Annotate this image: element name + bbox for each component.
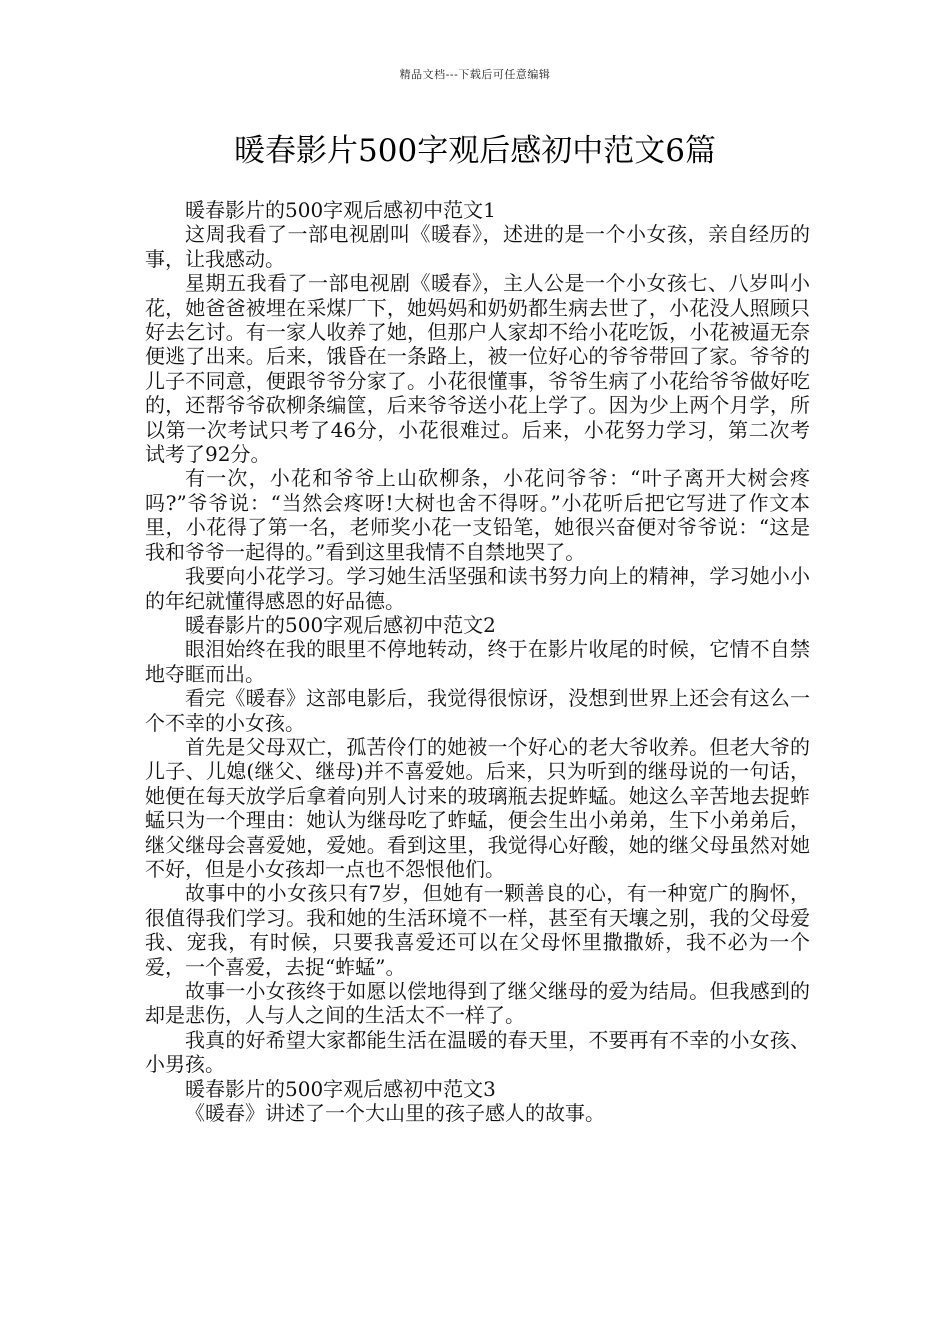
section-heading-2: 暖春影片的500字观后感初中范文2 bbox=[185, 612, 496, 637]
header-note: 精品文档---下载后可任意编辑 bbox=[399, 68, 551, 81]
page-title: 暖春影片500字观后感初中范文6篇 bbox=[234, 133, 716, 169]
body-paragraph: 眼泪始终在我的眼里不停地转动，终于在影片收尾的时候，它情不自禁地夺眶而出。 bbox=[145, 637, 810, 686]
body-paragraph: 我要向小花学习。学习她生活坚强和读书努力向上的精神，学习她小小的年纪就懂得感恩的好品德。 bbox=[145, 564, 810, 613]
body-paragraph: 《暖春》讲述了一个大山里的孩子感人的故事。 bbox=[185, 1101, 605, 1126]
section-heading-1: 暖春影片的500字观后感初中范文1 bbox=[185, 198, 496, 222]
document-body bbox=[145, 198, 810, 1125]
section-heading-3: 暖春影片的500字观后感初中范文3 bbox=[185, 1076, 496, 1101]
body-paragraph: 这周我看了一部电视剧叫《暖春》，述进的是一个小女孩，亲自经历的事，让我感动。 bbox=[145, 222, 810, 271]
body-paragraph: 我真的好希望大家都能生活在温暖的春天里，不要再有不幸的小女孩、小男孩。 bbox=[145, 1027, 810, 1077]
body-paragraph: 首先是父母双亡，孤苦伶仃的她被一个好心的老大爷收养。但老大爷的儿子、儿媳(继父、继母)并不喜爱她。后来，只为听到的继母说的一句话，她便在每天放学后拿着向别人讨来的玻璃瓶去捉蚱蜢。她这么辛苦地去捉蚱蜢只为一个理由：她认为继母吃了蚱蜢，便会生出小弟弟，生下小弟弟后，继父继母会喜爱她，爱她。看到这里，我觉得心好酸，她的继父母虽然对她不好，但是小女孩却一点也不怨恨他们。 bbox=[145, 734, 810, 881]
body-paragraph: 故事中的小女孩只有7岁，但她有一颗善良的心，有一种宽广的胸怀，很值得我们学习。我和她的生活环境不一样，甚至有天壤之别，我的父母爱我、宠我，有时候，只要我喜爱还可以在父母怀里撒撒娇，我不必为一个爱，一个喜爱，去捉“蚱蜢”。 bbox=[145, 881, 810, 979]
body-paragraph: 看完《暖春》这部电影后，我觉得很惊讶，没想到世界上还会有这么一个不幸的小女孩。 bbox=[145, 686, 810, 735]
body-paragraph: 有一次，小花和爷爷上山砍柳条，小花问爷爷：“叶子离开大树会疼吗?”爷爷说：“当然会疼呀!大树也舍不得呀。”小花听后把它写进了作文本里，小花得了第一名，老师奖小花一支铅笔，她很兴奋便对爷爷说：“这是我和爷爷一起得的。”看到这里我情不自禁地哭了。 bbox=[145, 466, 810, 564]
body-paragraph: 星期五我看了一部电视剧《暖春》，主人公是一个小女孩七、八岁叫小花，她爸爸被埋在采煤厂下，她妈妈和奶奶都生病去世了，小花没人照顾只好去乞讨。有一家人收养了她，但那户人家却不给小花吃饭，小花被逼无奈便逃了出来。后来，饿昏在一条路上，被一位好心的爷爷带回了家。爷爷的儿子不同意，便跟爷爷分家了。小花很懂事，爷爷生病了小花给爷爷做好吃的，还帮爷爷砍柳条编筐，后来爷爷送小花上学了。因为少上两个月学，所以第一次考试只考了46分，小花很难过。后来，小花努力学习，第二次考试考了92分。 bbox=[145, 271, 810, 467]
body-paragraph: 故事一小女孩终于如愿以偿地得到了继父继母的爱为结局。但我感到的却是悲伤，人与人之间的生活太不一样了。 bbox=[145, 979, 810, 1028]
